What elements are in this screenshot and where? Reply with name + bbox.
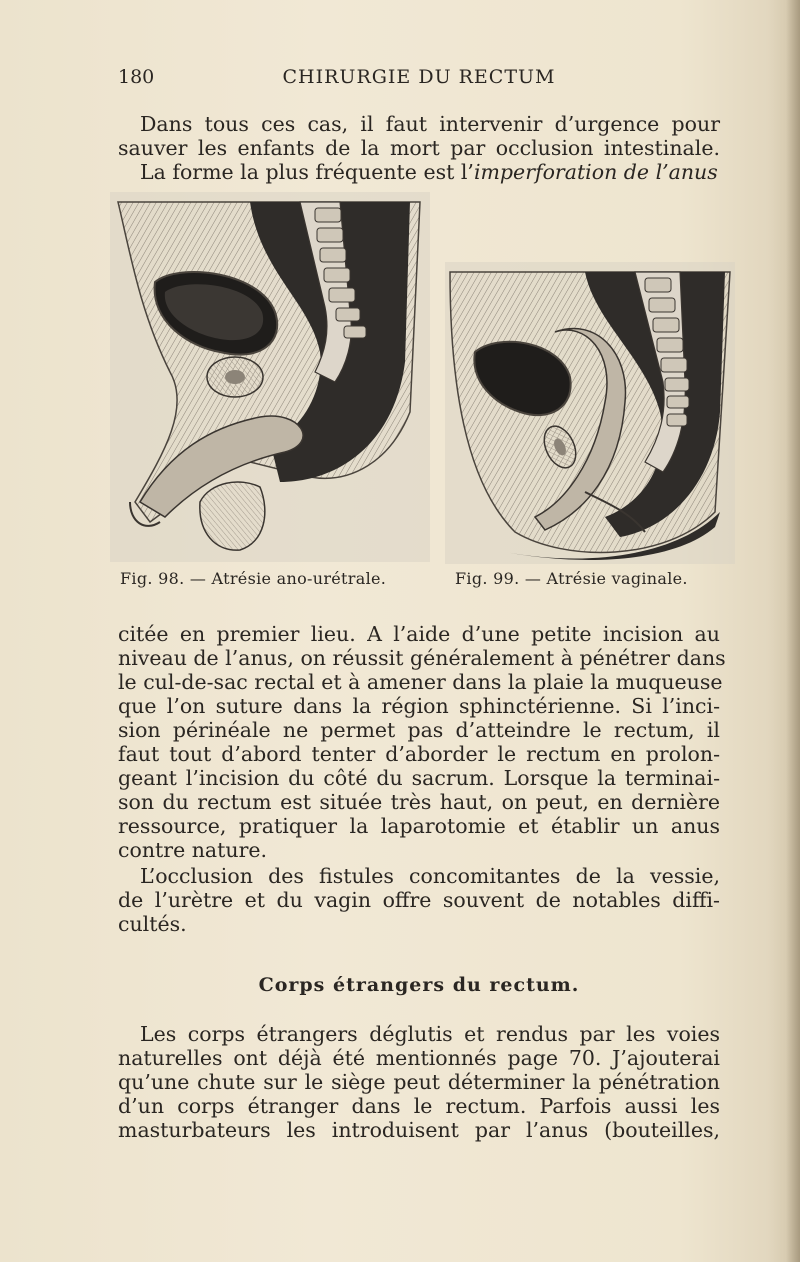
text-line: faut tout d’abord tenter d’aborder le rectum en prolon- xyxy=(118,742,720,766)
page-number: 180 xyxy=(118,66,155,88)
text-line: contre nature. xyxy=(118,838,268,862)
text-line: sion périnéale ne permet pas d’atteindre le rectum, il xyxy=(118,718,720,742)
text-line: le cul-de-sac rectal et à amener dans la plaie la muqueuse xyxy=(118,670,723,694)
text-line: Dans tous ces cas, il faut intervenir d’urgence pour xyxy=(140,112,720,136)
text-line: naturelles ont déjà été mentionnés page 70. J’ajouterai xyxy=(118,1046,720,1070)
text-line: qu’une chute sur le siège peut déterminer la pénétration xyxy=(118,1070,720,1094)
text-line: que l’on suture dans la région sphinctérienne. Si l’inci- xyxy=(118,694,720,718)
text-line: son du rectum est située très haut, on peut, en dernière xyxy=(118,790,720,814)
text-line: ressource, pratiquer la laparotomie et établir un anus xyxy=(118,814,720,838)
page-edge-shadow xyxy=(786,0,800,1262)
text-line: geant l’incision du côté du sacrum. Lorsque la terminai- xyxy=(118,766,720,790)
body-paragraph-1 xyxy=(118,622,726,862)
intro-paragraph xyxy=(118,112,720,184)
text-line: cultés. xyxy=(118,912,187,936)
text-line: niveau de l’anus, on réussit généralement à pénétrer dans xyxy=(118,646,726,670)
body-paragraph-3 xyxy=(118,1022,720,1142)
text-line: L’occlusion des fistules concomitantes de la vessie, xyxy=(140,864,720,888)
figure-98-illustration xyxy=(110,192,430,562)
page-header xyxy=(118,66,720,94)
body-paragraph-2 xyxy=(118,864,720,936)
text-line: de l’urètre et du vagin offre souvent de notables diffi- xyxy=(118,888,720,912)
text-line: citée en premier lieu. A l’aide d’une petite incision au xyxy=(118,622,720,646)
text-line xyxy=(118,160,720,184)
text-fragment: La forme la plus fréquente est l’ xyxy=(140,160,474,184)
figure-98-caption: Fig. 98. — Atrésie ano-urétrale. xyxy=(120,569,387,588)
running-title: CHIRURGIE DU RECTUM xyxy=(282,66,556,88)
text-line: sauver les enfants de la mort par occlusion intestinale. xyxy=(118,136,720,160)
section-heading: Corps étrangers du rectum. xyxy=(258,974,580,996)
text-line: Les corps étrangers déglutis et rendus par les voies xyxy=(140,1022,720,1046)
figure-99-illustration xyxy=(445,262,735,564)
figure-99-caption: Fig. 99. — Atrésie vaginale. xyxy=(455,569,688,588)
text-line: masturbateurs les introduisent par l’anus (bouteilles, xyxy=(118,1118,720,1142)
italic-phrase: imperforation de l’anus xyxy=(473,160,718,184)
text-line: d’un corps étranger dans le rectum. Parfois aussi les xyxy=(118,1094,720,1118)
